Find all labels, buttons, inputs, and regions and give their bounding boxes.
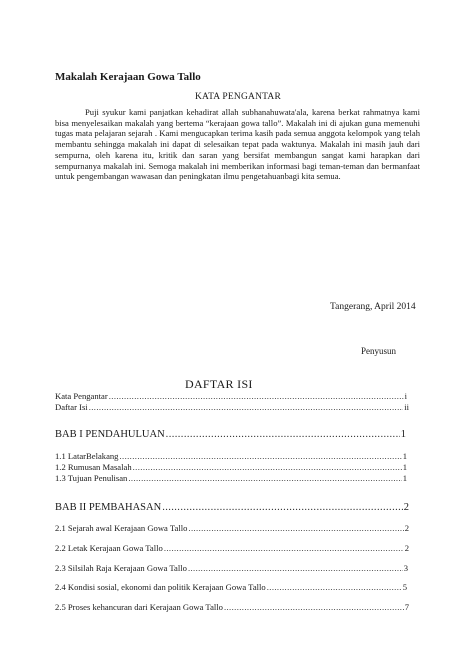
- toc-page: i: [404, 391, 407, 401]
- toc-row-2-2[interactable]: [55, 543, 409, 553]
- toc-leader: [133, 462, 402, 472]
- toc-row-bab-2[interactable]: [55, 502, 409, 513]
- toc-label: Daftar Isi: [55, 402, 88, 412]
- toc-label: 2.4 Kondisi sosial, ekonomi dan politik Kerajaan Gowa Tallo: [55, 582, 266, 592]
- document-title: Makalah Kerajaan Gowa Tallo: [55, 71, 201, 83]
- toc-page: 2: [404, 523, 409, 533]
- toc-page: 7: [404, 602, 409, 612]
- kata-pengantar-paragraph: Puji syukur kami panjatkan kehadirat allah subhanahuwata'ala, karena berkat rahmatnya kami bisa menyelesaikan makalah yang bertema “kerajaan gowa tallo”. Makalah ini di ajukan guna memenuhi tugas mata pelajaran sejarah . Kami mengucapkan terima kasih pada semua anggota kelompok yang telah membantu sehingga makalah ini dapat di selesaikan tepat pada waktunya. Makalah ini masih jauh dari sempurna, oleh karena itu, kritik dan saran yang bersifat membangun sangat kami harapkan dari sempurnanya makalah ini. Semoga makalah ini memberikan informasi bagi teman-teman dan bermanfaat untuk pengembangan wawasan dan peningkatan ilmu pengetahuanbagi kita semua.: [55, 107, 420, 182]
- toc-label: Kata Pengantar: [55, 391, 108, 401]
- toc-page: 1: [402, 473, 407, 483]
- toc-label: BAB I PENDAHULUAN: [55, 429, 165, 440]
- toc-leader: [166, 429, 400, 440]
- toc-leader: [109, 391, 404, 401]
- toc-leader: [128, 473, 401, 483]
- toc-leader: [119, 451, 401, 461]
- toc-row-kata-pengantar[interactable]: [55, 391, 407, 401]
- toc-label: 1.3 Tujuan Penulisan: [55, 473, 128, 483]
- toc-page: 1: [402, 462, 407, 472]
- toc-page: 2: [404, 543, 409, 553]
- toc-row-2-5[interactable]: [55, 602, 409, 612]
- toc-page: 2: [403, 502, 409, 513]
- toc-row-daftar-isi[interactable]: [55, 402, 409, 412]
- toc-leader: [188, 563, 403, 573]
- toc-leader: [89, 402, 404, 412]
- daftar-isi-heading: DAFTAR ISI: [185, 377, 253, 391]
- toc-page: 5: [402, 582, 407, 592]
- toc-page: 3: [403, 563, 408, 573]
- toc-page: 1: [402, 451, 407, 461]
- toc-leader: [267, 582, 402, 592]
- toc-leader: [164, 543, 404, 553]
- toc-row-2-1[interactable]: [55, 523, 409, 533]
- toc-row-1-3[interactable]: [55, 473, 407, 483]
- toc-label: BAB II PEMBAHASAN: [55, 502, 162, 513]
- toc-page: 1: [400, 429, 406, 440]
- toc-row-1-2[interactable]: [55, 462, 407, 472]
- toc-label: 1.1 LatarBelakang: [55, 451, 119, 461]
- author-label: Penyusun: [361, 346, 397, 356]
- toc-leader: [162, 502, 403, 513]
- kata-pengantar-heading: KATA PENGANTAR: [195, 92, 281, 102]
- toc-row-1-1[interactable]: [55, 451, 407, 461]
- toc-label: 2.1 Sejarah awal Kerajaan Gowa Tallo: [55, 523, 188, 533]
- toc-label: 2.2 Letak Kerajaan Gowa Tallo: [55, 543, 163, 553]
- toc-row-bab-1[interactable]: [55, 429, 406, 440]
- toc-label: 2.3 Silsilah Raja Kerajaan Gowa Tallo: [55, 563, 187, 573]
- toc-leader: [224, 602, 404, 612]
- toc-page: ii: [404, 402, 409, 412]
- toc-label: 2.5 Proses kehancuran dari Kerajaan Gowa Tallo: [55, 602, 223, 612]
- place-date: Tangerang, April 2014: [330, 302, 416, 312]
- toc-label: 1.2 Rumusan Masalah: [55, 462, 132, 472]
- toc-row-2-3[interactable]: [55, 563, 408, 573]
- toc-leader: [188, 523, 403, 533]
- toc-row-2-4[interactable]: [55, 582, 407, 592]
